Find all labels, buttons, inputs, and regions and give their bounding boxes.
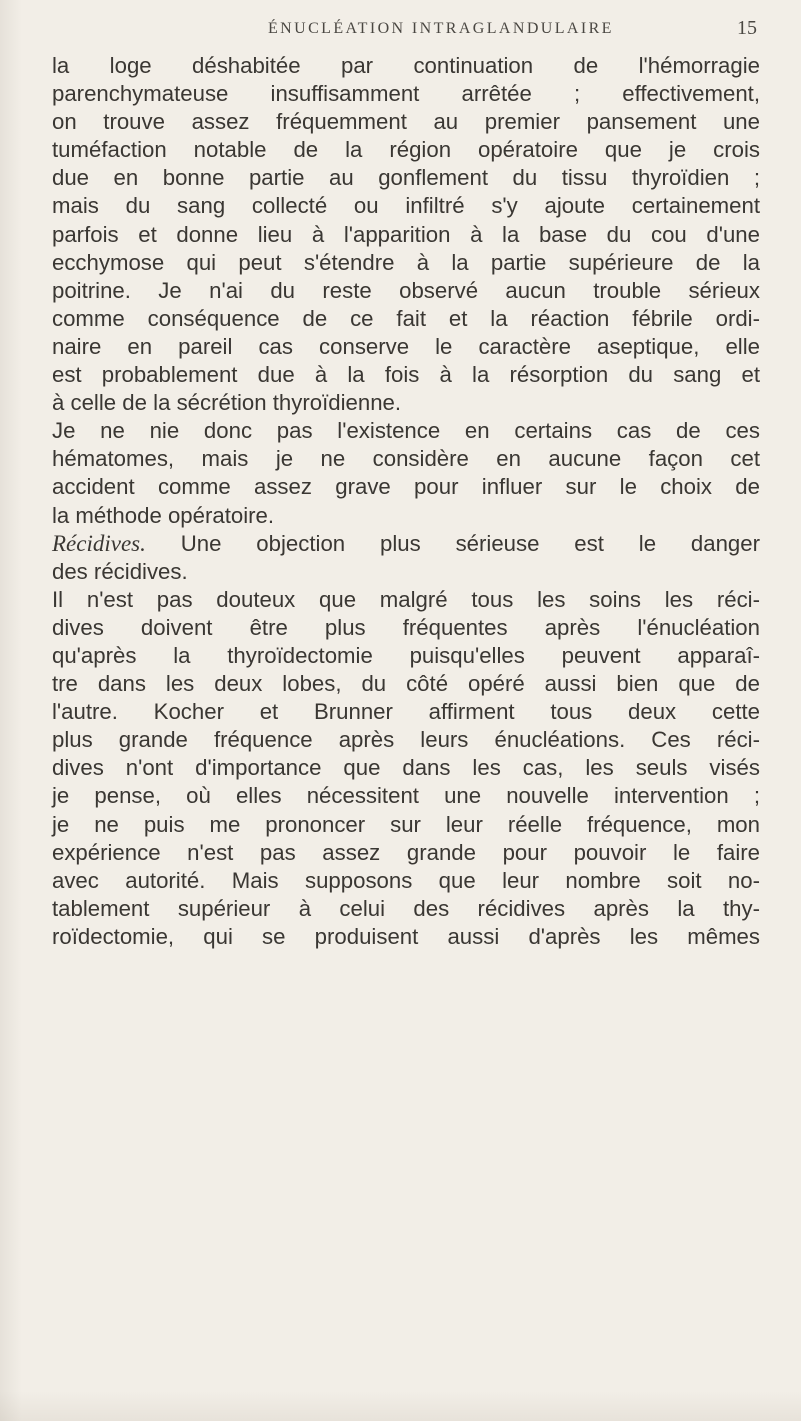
text-line: tuméfaction notable de la région opératoire que je crois (52, 137, 760, 163)
running-header: ÉNUCLÉATION INTRAGLANDULAIRE (268, 20, 614, 37)
text-line: poitrine. Je n'ai du reste observé aucun trouble sérieux (52, 277, 760, 303)
text-line: tre dans les deux lobes, du côté opéré aussi bien que de (52, 671, 760, 697)
text-line: je pense, où elles nécessitent une nouvelle intervention ; (52, 783, 760, 809)
text-line: mais du sang collecté ou infiltré s'y ajoute certainement (52, 193, 760, 219)
text-line: parfois et donne lieu à l'apparition à la base du cou d'une (52, 221, 760, 247)
text-line: ecchymose qui peut s'étendre à la partie supérieure de la (52, 249, 760, 275)
text-line: la méthode opératoire. (52, 502, 275, 528)
text-line: expérience n'est pas assez grande pour pouvoir le faire (52, 839, 760, 865)
text-line: tablement supérieur à celui des récidives après la thy- (52, 895, 760, 921)
text-line: roïdectomie, qui se produisent aussi d'après les mêmes (52, 923, 760, 949)
text-line: des récidives. (52, 558, 188, 584)
paragraph-continuation (52, 52, 760, 417)
text-line: plus grande fréquence après leurs énucléations. Ces réci- (52, 727, 760, 753)
text-line: dives doivent être plus fréquentes après l'énucléation (52, 614, 760, 640)
page-number: 15 (737, 17, 757, 39)
text-line: qu'après la thyroïdectomie puisqu'elles peuvent apparaî- (52, 642, 760, 668)
text-line: Il n'est pas douteux que malgré tous les soins les réci- (52, 586, 760, 612)
text-line: dives n'ont d'importance que dans les cas, les seuls visés (52, 755, 760, 781)
section-heading: Récidives. (52, 530, 146, 556)
text-line: comme conséquence de ce fait et la réaction fébrile ordi- (52, 305, 760, 331)
text-line: accident comme assez grave pour influer sur le choix de (52, 474, 760, 500)
paragraph-discussion (52, 586, 760, 951)
text-line (52, 530, 760, 558)
text-line: on trouve assez fréquemment au premier pansement une (52, 109, 760, 135)
body-text (52, 52, 760, 951)
paragraph-hematomes (52, 417, 760, 529)
text-line: avec autorité. Mais supposons que leur nombre soit no- (52, 867, 760, 893)
text-line: due en bonne partie au gonflement du tissu thyroïdien ; (52, 165, 760, 191)
text-line: parenchymateuse insuffisamment arrêtée ; effectivement, (52, 81, 760, 107)
text-line: je ne puis me prononcer sur leur réelle fréquence, mon (52, 811, 760, 837)
text-line: naire en pareil cas conserve le caractère aseptique, elle (52, 333, 760, 359)
heading-continuation: Une objection plus sérieuse est le danger (145, 530, 760, 556)
paragraph-recidives (52, 530, 760, 586)
text-line: l'autre. Kocher et Brunner affirment tous deux cette (52, 699, 760, 725)
text-line: Je ne nie donc pas l'existence en certains cas de ces (52, 418, 760, 444)
text-line: hématomes, mais je ne considère en aucune façon cet (52, 446, 760, 472)
text-line: est probablement due à la fois à la résorption du sang et (52, 362, 760, 388)
text-line: à celle de la sécrétion thyroïdienne. (52, 390, 402, 416)
text-line: la loge déshabitée par continuation de l'hémorragie (52, 53, 760, 78)
